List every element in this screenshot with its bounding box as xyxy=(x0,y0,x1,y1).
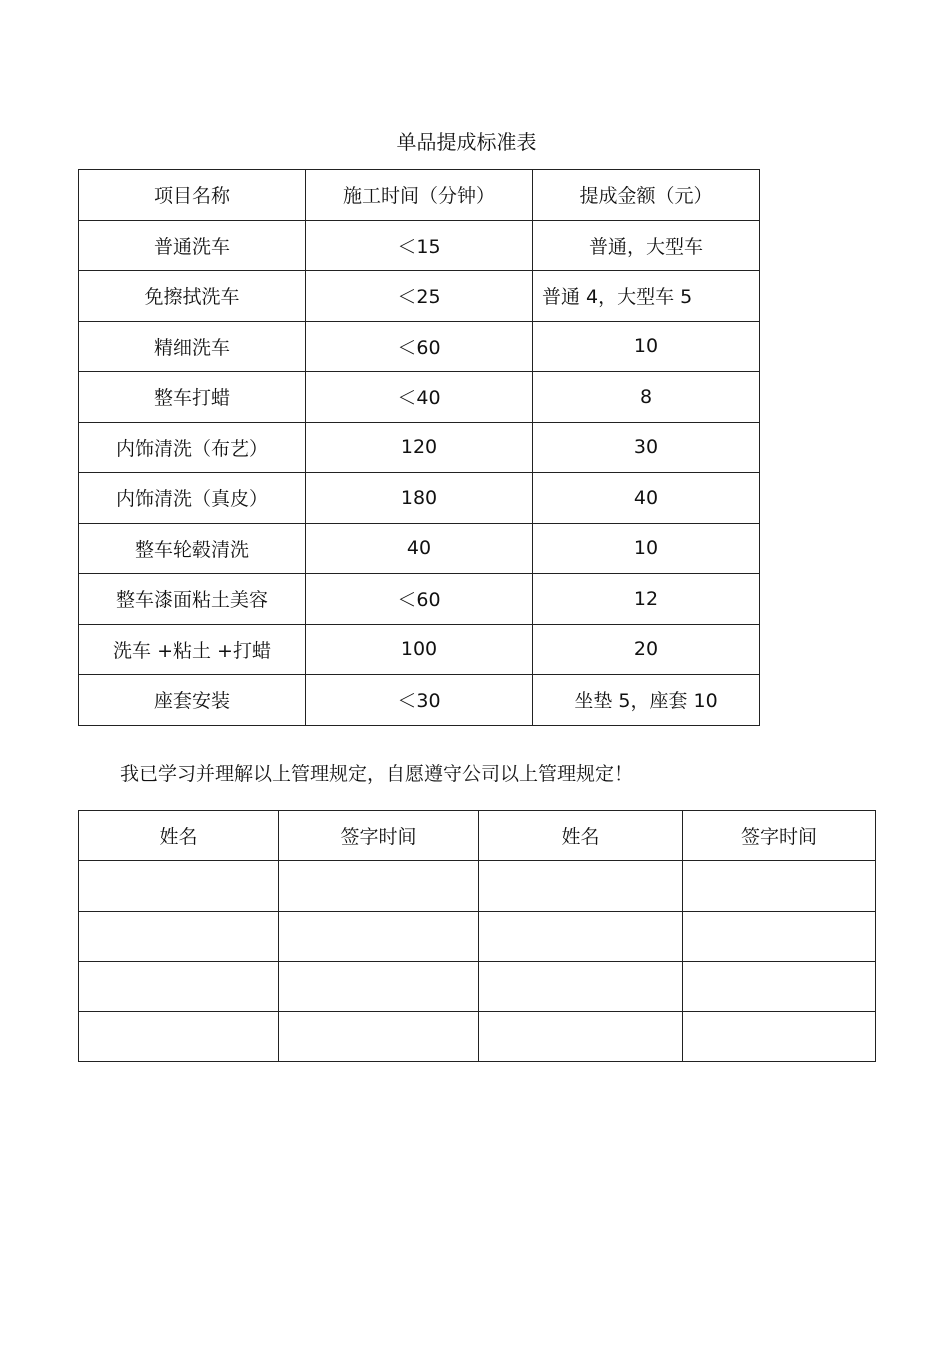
item-cell: 整车轮毂清洗 xyxy=(79,523,306,574)
item-cell: 整车打蜡 xyxy=(79,372,306,423)
time-cell: ＜40 xyxy=(306,372,533,423)
table-row xyxy=(79,624,760,675)
table-row xyxy=(79,321,760,372)
item-cell: 座套安装 xyxy=(79,675,306,726)
signature-row xyxy=(79,1012,876,1062)
amount-cell: 40 xyxy=(533,473,760,524)
item-cell: 普通洗车 xyxy=(79,220,306,271)
name-cell[interactable] xyxy=(79,961,279,1011)
amount-cell: 10 xyxy=(533,321,760,372)
signature-row xyxy=(79,911,876,961)
item-cell: 洗车 +粘土 +打蜡 xyxy=(79,624,306,675)
sign-time-cell[interactable] xyxy=(279,911,479,961)
table-row xyxy=(79,271,760,322)
signature-row xyxy=(79,961,876,1011)
sign-time-cell[interactable] xyxy=(683,1012,876,1062)
time-cell: 120 xyxy=(306,422,533,473)
table-header-row xyxy=(79,170,760,221)
header-name: 姓名 xyxy=(479,811,683,861)
header-item-name: 项目名称 xyxy=(79,170,306,221)
amount-cell: 30 xyxy=(533,422,760,473)
name-cell[interactable] xyxy=(79,1012,279,1062)
time-cell: ＜25 xyxy=(306,271,533,322)
name-cell[interactable] xyxy=(479,911,683,961)
item-cell: 内饰清洗（布艺） xyxy=(79,422,306,473)
amount-cell: 普通 4，大型车 5 xyxy=(533,271,760,322)
table-row xyxy=(79,574,760,625)
header-sign-time: 签字时间 xyxy=(279,811,479,861)
amount-cell: 20 xyxy=(533,624,760,675)
time-cell: ＜60 xyxy=(306,321,533,372)
table-row xyxy=(79,422,760,473)
time-cell: 180 xyxy=(306,473,533,524)
sign-time-cell[interactable] xyxy=(683,911,876,961)
name-cell[interactable] xyxy=(79,911,279,961)
sign-time-cell[interactable] xyxy=(279,861,479,911)
header-name: 姓名 xyxy=(79,811,279,861)
signature-row xyxy=(79,861,876,911)
table-row xyxy=(79,675,760,726)
time-cell: ＜15 xyxy=(306,220,533,271)
acknowledgement-statement: 我已学习并理解以上管理规定，自愿遵守公司以上管理规定！ xyxy=(120,763,634,785)
amount-cell: 8 xyxy=(533,372,760,423)
signature-header-row xyxy=(79,811,876,861)
time-cell: ＜30 xyxy=(306,675,533,726)
header-commission-amount: 提成金额（元） xyxy=(533,170,760,221)
name-cell[interactable] xyxy=(479,1012,683,1062)
amount-cell: 12 xyxy=(533,574,760,625)
item-cell: 内饰清洗（真皮） xyxy=(79,473,306,524)
sign-time-cell[interactable] xyxy=(683,861,876,911)
table-row xyxy=(79,473,760,524)
signature-table xyxy=(78,810,876,1062)
table-row xyxy=(79,220,760,271)
sign-time-cell[interactable] xyxy=(279,1012,479,1062)
time-cell: ＜60 xyxy=(306,574,533,625)
name-cell[interactable] xyxy=(479,961,683,1011)
amount-cell: 10 xyxy=(533,523,760,574)
item-cell: 整车漆面粘土美容 xyxy=(79,574,306,625)
item-cell: 免擦拭洗车 xyxy=(79,271,306,322)
commission-standard-table xyxy=(78,169,760,726)
table-row xyxy=(79,372,760,423)
item-cell: 精细洗车 xyxy=(79,321,306,372)
time-cell: 40 xyxy=(306,523,533,574)
name-cell[interactable] xyxy=(79,861,279,911)
header-work-time: 施工时间（分钟） xyxy=(306,170,533,221)
sign-time-cell[interactable] xyxy=(683,961,876,1011)
page-title: 单品提成标准表 xyxy=(396,130,537,154)
time-cell: 100 xyxy=(306,624,533,675)
amount-cell: 普通，大型车 xyxy=(533,220,760,271)
amount-cell: 坐垫 5，座套 10 xyxy=(533,675,760,726)
header-sign-time: 签字时间 xyxy=(683,811,876,861)
table-row xyxy=(79,523,760,574)
sign-time-cell[interactable] xyxy=(279,961,479,1011)
name-cell[interactable] xyxy=(479,861,683,911)
